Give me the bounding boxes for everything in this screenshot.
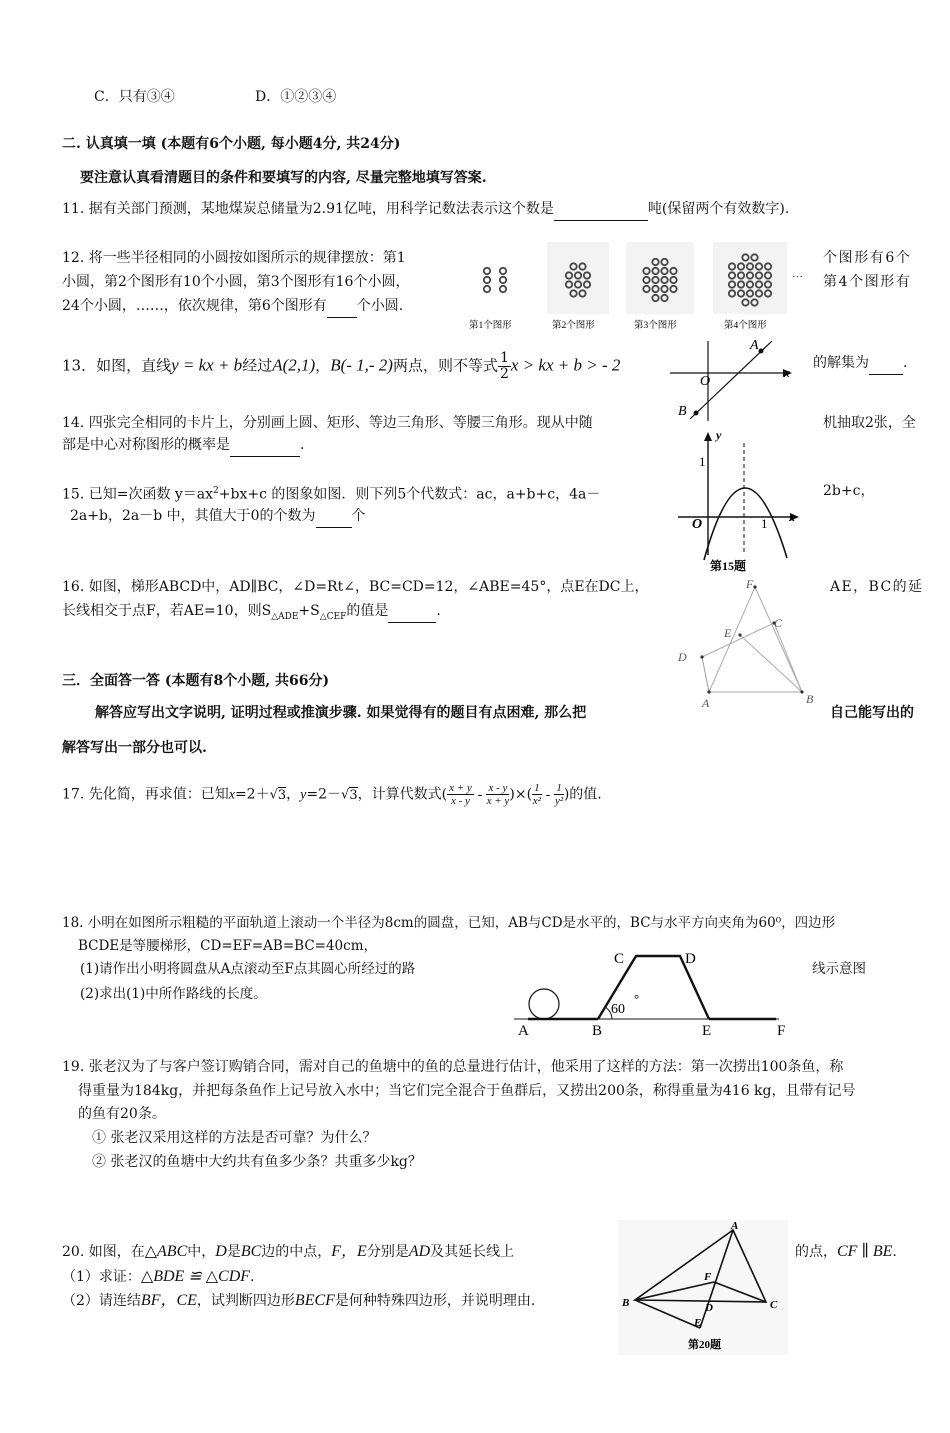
q20-label-f: F bbox=[704, 1271, 712, 1283]
q12-line2: 小圆，第2个图形有10个小圆，第3个图形有16个小圆， bbox=[62, 274, 410, 290]
q15-line1-right: 2b+c， bbox=[823, 483, 875, 499]
q19-line1: 19. 张老汉为了与客户签订购销合同，需对自己的鱼塘中的鱼的总量进行估计，他采用了这样的方法：第一次捞出100条鱼，称 bbox=[62, 1059, 844, 1075]
section-3-note-line1: 解答应写出文字说明, 证明过程或推演步骤. 如果觉得有的题目有点困难, 那么把 bbox=[95, 705, 587, 721]
q16-trapezoid-figure bbox=[672, 575, 827, 710]
q17-frac3-den: x² bbox=[532, 795, 541, 807]
q17-frac3-num: 1 bbox=[534, 782, 540, 794]
q20-label-c: C bbox=[770, 1299, 778, 1311]
q18-label-b: B bbox=[592, 1023, 603, 1039]
q20-text-b: 中， bbox=[187, 1244, 216, 1260]
q18-label-a: A bbox=[518, 1023, 529, 1039]
q13-label-x: x bbox=[784, 365, 790, 380]
q13-text-e: 的解集为 bbox=[813, 355, 869, 371]
q13-inequality: x > kx + b > - 2 bbox=[510, 355, 621, 375]
q13-point-b: B(- 1,- 2) bbox=[330, 355, 393, 375]
q17-radicand-1: 3 bbox=[277, 787, 287, 803]
q18-label-d: D bbox=[685, 951, 696, 967]
section-3-note-line2: 解答写出一部分也可以. bbox=[62, 740, 207, 756]
q20-text-a: 20. 如图，在 bbox=[62, 1244, 145, 1260]
q11-blank bbox=[554, 198, 648, 221]
q20-side-bc: BC bbox=[240, 1243, 262, 1260]
q19-line5: ② 张老汉的鱼塘中大约共有鱼多少条？共重多少kg？ bbox=[92, 1154, 422, 1170]
q17-text-d: ，计算代数式( bbox=[357, 786, 448, 803]
q12-caption-4: 第4个图形 bbox=[724, 321, 767, 331]
q19-line3: 的鱼有20条。 bbox=[78, 1106, 166, 1122]
q17-frac1-num: x + y bbox=[449, 782, 472, 794]
q20-quadrilateral: BECF bbox=[294, 1292, 335, 1309]
q17-frac1-den: x - y bbox=[450, 795, 470, 807]
q15-label-1-y: 1 bbox=[699, 454, 706, 469]
q20-line3 bbox=[62, 1290, 535, 1312]
q16-sub-ade: △ADE bbox=[271, 611, 299, 622]
q15-line1-text: 15. 已知=次函数 y＝ax bbox=[62, 486, 214, 503]
q13 bbox=[62, 351, 620, 382]
q16-label-f: F bbox=[746, 577, 754, 591]
q20-caption: 第20题 bbox=[688, 1339, 721, 1351]
q12-figure-frame bbox=[626, 242, 694, 314]
q16-line1: 16. 如图，梯形ABCD中，AD∥BC，∠D=Rt∠，BC=CD=12，∠ABE=45°，点E在DC上， bbox=[62, 579, 649, 595]
q17-fraction-4 bbox=[554, 782, 564, 807]
q15-blank bbox=[316, 505, 352, 528]
q17-x-value: =2＋ bbox=[234, 786, 270, 803]
q20-segments: BF，CE bbox=[140, 1292, 197, 1309]
q20-part2-text-a: （2）请连结 bbox=[62, 1293, 141, 1309]
q17-frac2-num: x - y bbox=[488, 782, 508, 794]
q17-frac4-den: y² bbox=[554, 795, 564, 807]
q13-text-c: ， bbox=[315, 356, 331, 375]
q20-triangle-figure bbox=[618, 1220, 788, 1355]
q16-blank bbox=[388, 600, 436, 623]
q12-line3 bbox=[62, 295, 403, 318]
q18-line1: 18. 小明在如图所示粗糙的平面轨道上滚动一个半径为8cm的圆盘，已知，AB与CD是水平的，BC与水平方向夹角为60⁰，四边形 bbox=[62, 915, 836, 931]
q12-line3-text: 24个小圆，……，依次规律，第6个图形有 bbox=[62, 298, 327, 314]
q13-text-a: 13．如图，直线 bbox=[62, 356, 172, 375]
q18-line3-right: 线示意图 bbox=[812, 961, 866, 977]
q17-minus: - bbox=[477, 786, 483, 803]
q20-text-right: 的点， bbox=[795, 1244, 837, 1260]
q13-frac-den: 2 bbox=[499, 366, 509, 382]
q17-end: )的值. bbox=[563, 786, 602, 803]
q16-label-d: D bbox=[678, 650, 687, 664]
q13-text-b: 经过 bbox=[242, 356, 273, 375]
section-3-title: 三．全面答一答 (本题有8个小题, 共66分) bbox=[62, 673, 330, 689]
q18-degree: ° bbox=[634, 991, 640, 1006]
q20-congruence: △BDE ≌ △CDF bbox=[140, 1268, 251, 1285]
q18-line3: (1)请作出小明将圆盘从A点滚动至F点其圆心所经过的路 bbox=[80, 961, 416, 977]
q16-label-a: A bbox=[702, 696, 710, 710]
q13-tail bbox=[813, 352, 907, 375]
q20-label-a: A bbox=[731, 1220, 739, 1232]
q20-triangle: △ABC bbox=[144, 1243, 188, 1260]
q14-line1: 14. 四张完全相同的卡片上，分别画上圆、矩形、等边三角形、等腰三角形。现从中随 bbox=[62, 415, 593, 431]
q15-label-1-x: 1 bbox=[761, 516, 768, 531]
q13-fraction bbox=[498, 351, 511, 382]
q17-fraction-3 bbox=[532, 782, 542, 807]
q12-caption-2: 第2个图形 bbox=[552, 321, 595, 331]
q20-text-d: 边的中点， bbox=[261, 1244, 332, 1260]
q16-label-e: E bbox=[724, 626, 732, 640]
q20-text-c: 是 bbox=[226, 1244, 241, 1260]
q20-text-f: 及其延长线上 bbox=[430, 1244, 515, 1260]
q15-line1-text-b: +bx+c 的图象如图．则下列5个代数式：ac，a+b+c，4a－ bbox=[218, 486, 601, 503]
q13-frac-num: 1 bbox=[499, 350, 509, 366]
q20-part1-end: . bbox=[250, 1269, 255, 1285]
q13-blank bbox=[869, 352, 903, 375]
q16-line2 bbox=[62, 600, 441, 628]
q20-parallel: CF ∥ BE bbox=[837, 1243, 893, 1260]
q17-fraction-2 bbox=[486, 782, 509, 807]
q11 bbox=[62, 198, 789, 221]
q19-line4: ① 张老汉采用这样的方法是否可靠？为什么？ bbox=[92, 1130, 377, 1146]
section-2-note: 要注意认真看清题目的条件和要填写的内容, 尽量完整地填写答案. bbox=[80, 170, 487, 186]
q17-var-y: y bbox=[300, 787, 307, 803]
q14-line2 bbox=[62, 434, 304, 457]
section-3-note-line1-right: 自己能写出的 bbox=[830, 705, 914, 721]
q16-sub-cef: △CEF bbox=[319, 611, 347, 622]
q12-line3-end: 个小圆. bbox=[356, 298, 404, 314]
q18-angle: 60 bbox=[611, 1002, 625, 1017]
q11-tail: 吨(保留两个有效数字). bbox=[647, 201, 790, 217]
q12-blank bbox=[327, 295, 357, 318]
q15-caption: 第15题 bbox=[710, 559, 747, 573]
q20-part2-text-c: 是何种特殊四边形，并说明理由. bbox=[334, 1293, 536, 1309]
q16-line1-right: AE，BC的延 bbox=[830, 579, 924, 595]
q13-text-d: 两点，则不等式 bbox=[392, 356, 498, 375]
q20-text-e: 分别是 bbox=[366, 1244, 409, 1260]
q16-label-b: B bbox=[806, 692, 814, 706]
q19-line2: 得重量为184kg，并把每条鱼作上记号放入水中；当它们完全混合于鱼群后，又捞出200条，称得重量为416 kg，且带有记号 bbox=[78, 1083, 856, 1099]
q14-line1-right: 机抽取2张，全 bbox=[823, 415, 916, 431]
q12-figure-3 bbox=[626, 242, 694, 331]
q17-frac4-num: 1 bbox=[556, 782, 562, 794]
q17-text-a: 17. 先化简，再求值：已知 bbox=[62, 786, 229, 803]
q20-line1-right bbox=[795, 1241, 897, 1263]
q20-segment-ad: AD bbox=[408, 1243, 431, 1260]
q20-point-d: D bbox=[215, 1243, 227, 1260]
q17-fraction-1 bbox=[447, 782, 474, 807]
q15-parabola-graph bbox=[672, 425, 807, 575]
q11-text: 11. 据有关部门预测，某地煤炭总储量为2.91亿吨，用科学记数法表示这个数是 bbox=[62, 201, 554, 217]
q15-label-x: x bbox=[789, 510, 795, 524]
q17-text-c: ， bbox=[286, 786, 301, 803]
q15-superscript: 2 bbox=[213, 486, 219, 496]
q13-graph bbox=[668, 333, 798, 423]
section-2-title: 二. 认真填一填 (本题有6个小题, 每小题4分, 共24分) bbox=[62, 136, 401, 152]
q12-caption-3: 第3个图形 bbox=[634, 321, 677, 331]
q16-line2-plus: +S bbox=[298, 603, 320, 619]
q12-figure-1 bbox=[467, 242, 523, 331]
q18-label-f: F bbox=[777, 1023, 786, 1039]
q15-line2 bbox=[70, 505, 366, 528]
q16-line2-text-c: 的值是 bbox=[346, 603, 389, 619]
q20-points-fe: F，E bbox=[331, 1243, 367, 1260]
q13-label-o: O bbox=[700, 374, 711, 389]
q18-label-e: E bbox=[702, 1023, 712, 1039]
q15-line2-text: 2a+b，2a－b 中，其值大于0的个数为 bbox=[70, 508, 316, 524]
q16-line2-text: 长线相交于点F，若AE=10，则S bbox=[62, 603, 272, 619]
q13-line-equation: y = kx + b bbox=[171, 355, 243, 375]
q20-part1-text: （1）求证： bbox=[62, 1269, 141, 1285]
q13-label-a: A bbox=[750, 338, 759, 353]
q20-label-e: E bbox=[694, 1317, 702, 1329]
q13-point-a: A(2,1) bbox=[272, 355, 316, 375]
q12-figure-frame bbox=[467, 242, 523, 314]
q17-sqrt-1: √3 bbox=[269, 787, 287, 803]
q12-line1: 12. 将一些半径相同的小圆按如图所示的规律摆放：第1 bbox=[62, 250, 406, 266]
q13-text-f: . bbox=[903, 355, 908, 371]
q12-caption-1: 第1个图形 bbox=[469, 321, 512, 331]
q18-line2: BCDE是等腰梯形，CD=EF=AB=BC=40cm， bbox=[78, 938, 378, 954]
q20-label-b: B bbox=[622, 1297, 630, 1309]
q12-figure-2 bbox=[547, 242, 609, 331]
q14-blank bbox=[230, 434, 300, 457]
q12-circle-figures bbox=[460, 240, 810, 335]
q12-line2-right: 第4个图形有 bbox=[823, 274, 912, 290]
q15-line1 bbox=[62, 480, 600, 506]
q20-line2 bbox=[62, 1266, 255, 1288]
q20-line1 bbox=[62, 1241, 514, 1263]
q17-y-value: =2－ bbox=[306, 786, 342, 803]
q20-text-end: . bbox=[892, 1244, 897, 1260]
q20-label-d: D bbox=[705, 1302, 713, 1314]
q15-line2-end: 个 bbox=[351, 508, 366, 524]
q13-label-b: B bbox=[678, 404, 687, 419]
q17-radicand-2: 3 bbox=[349, 787, 358, 803]
q17-sqrt-2: √3 bbox=[341, 787, 358, 803]
q14-line2-end: . bbox=[300, 437, 305, 453]
q12-line1-right: 个图形有6个 bbox=[823, 250, 912, 266]
q18-line4: (2)求出(1)中所作路线的长度。 bbox=[80, 986, 267, 1002]
q15-label-y: y bbox=[716, 428, 722, 442]
option-c: C．只有③④ bbox=[94, 89, 175, 105]
q16-line2-end: . bbox=[436, 603, 441, 619]
q17-var-x: x bbox=[228, 787, 235, 803]
q18-track-figure bbox=[514, 943, 799, 1038]
q20-part2-text-b: ，试判断四边形 bbox=[196, 1293, 295, 1309]
q14-line2-text: 部是中心对称图形的概率是 bbox=[62, 437, 230, 453]
q12-ellipsis: ··· bbox=[792, 271, 803, 283]
q16-label-c: C bbox=[774, 616, 783, 630]
q17-frac2-den: x + y bbox=[486, 795, 510, 807]
option-d: D．①②③④ bbox=[255, 89, 337, 105]
q17 bbox=[62, 782, 602, 807]
q12-figure-4 bbox=[713, 242, 787, 331]
q17-minus-2: - bbox=[545, 786, 551, 803]
q17-times: )×( bbox=[509, 786, 533, 803]
q18-label-c: C bbox=[614, 951, 625, 967]
q15-label-o: O bbox=[692, 517, 703, 532]
